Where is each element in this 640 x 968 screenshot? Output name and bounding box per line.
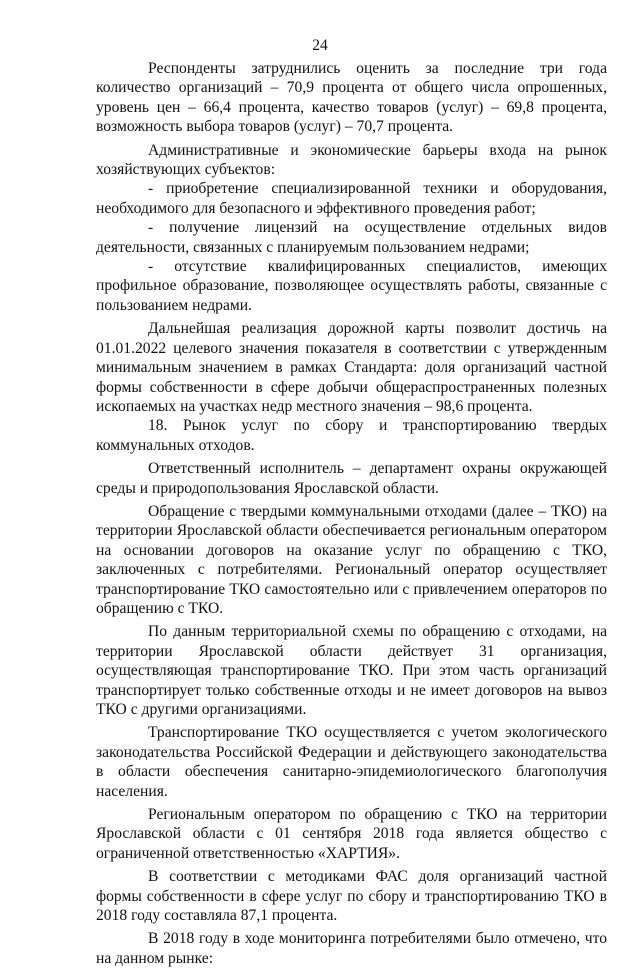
page-number: 24 bbox=[312, 37, 328, 54]
paragraph-responsible: Ответственный исполнитель – департамент охраны окружающей среды и природопользования Ярославской области. bbox=[96, 460, 607, 497]
list-item-equipment: - приобретение специализированной техники и оборудования, необходимого для безопасного и эффективного проведения работ; bbox=[96, 180, 607, 217]
paragraph-monitoring: В 2018 году в ходе мониторинга потребителями было отмечено, что на данном рынке: bbox=[96, 930, 607, 967]
paragraph-transport-legislation: Транспортирование ТКО осуществляется с учетом экологического законодательства Российской Федерации и действующего законодательства в области обеспечения санитарно-эпидемиологического благополучия населения. bbox=[96, 724, 607, 800]
paragraph-tko-handling: Обращение с твердыми коммунальными отходами (далее – ТКО) на территории Ярославской области обеспечивается региональным оператором на основании договоров на оказание услуг по обращению с ТКО, заключенных с потребителями. Региональный оператор осуществляет транспортирование ТКО самостоятельно или с привлечением операторов по обращению с ТКО. bbox=[96, 502, 607, 617]
paragraph-barriers-heading: Административные и экономические барьеры входа на рынок хозяйствующих субъектов: bbox=[96, 141, 607, 179]
list-item-licenses: - получение лицензий на осуществление отдельных видов деятельности, связанных с планируемым пользованием недрами; bbox=[96, 219, 607, 256]
paragraph-regional-operator: Региональным оператором по обращению с ТКО на территории Ярославской области с 01 сентября 2018 года является общество с ограниченной ответственностью «ХАРТИЯ». bbox=[96, 806, 607, 862]
list-item-specialists: - отсутствие квалифицированных специалистов, имеющих профильное образование, позволяющее осуществлять работы, связанные с пользованием недрами. bbox=[96, 258, 607, 314]
section-heading-18: 18. Рынок услуг по сбору и транспортированию твердых коммунальных отходов. bbox=[96, 417, 607, 454]
paragraph-fas-share: В соответствии с методиками ФАС доля организаций частной формы собственности в сфере услуг по сбору и транспортированию ТКО в 2018 году составляла 87,1 процента. bbox=[96, 868, 607, 925]
paragraph-roadmap: Дальнейшая реализация дорожной карты позволит достичь на 01.01.2022 целевого значения показателя в соответствии с утвержденным минимальным значением в рамках Стандарта: доля организаций частной формы собственности в сфере добычи общераспространенных полезных ископаемых на участках недр местного значения – 98,6 процента. bbox=[96, 320, 607, 415]
paragraph-territorial-scheme: По данным территориальной схемы по обращению с отходами, на территории Ярославской области действует 31 организация, осуществляющая транспортирование ТКО. При этом часть организаций транспортирует только собственные отходы и не имеет договоров на вывоз ТКО с другими организациями. bbox=[96, 623, 607, 718]
document-body bbox=[96, 59, 607, 968]
paragraph-respondents: Респонденты затруднились оценить за последние три года количество организаций – 70,9 процента от общего числа опрошенных, уровень цен – 66,4 процента, качество товаров (услуг) – 69,8 процента, возможность выбора товаров (услуг) – 70,7 процента. bbox=[96, 60, 607, 136]
